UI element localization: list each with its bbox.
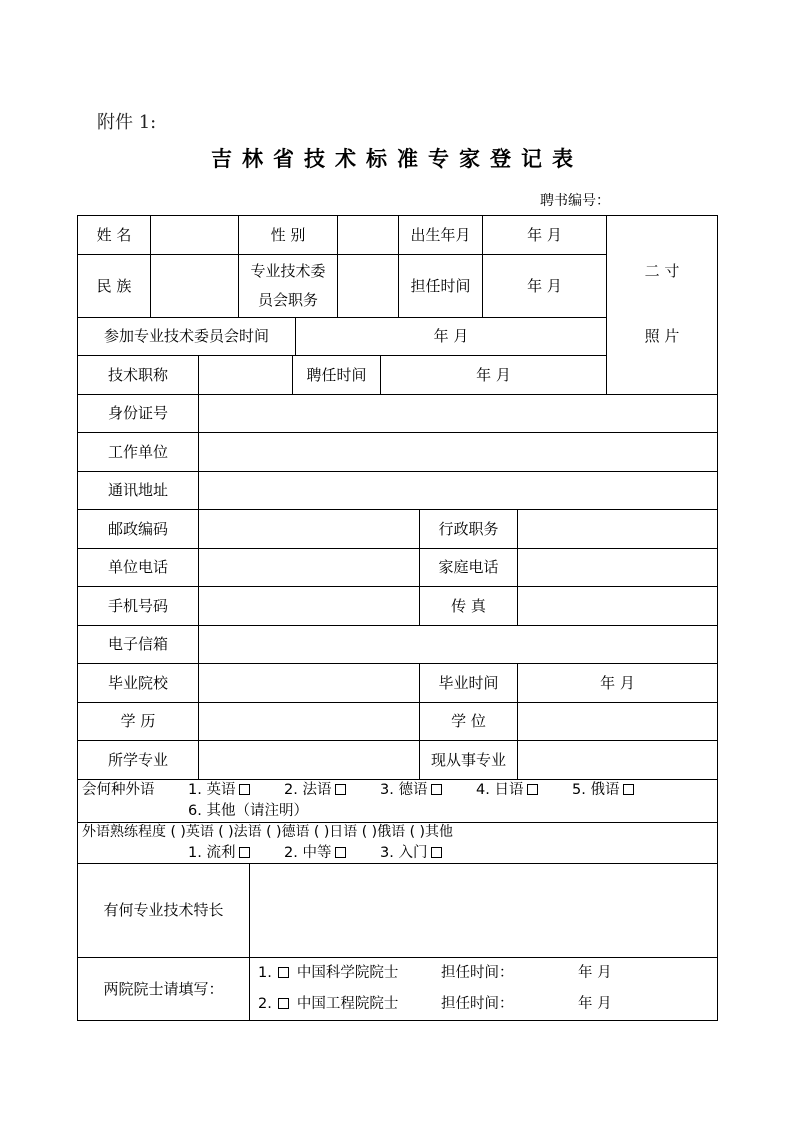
proficiency-option-fluent-label: 1. 流利 [188,845,236,861]
academician-cas-term-field[interactable]: 年 月 [578,965,612,981]
language-option-german-label: 3. 德语 [380,782,428,798]
name-field[interactable] [151,216,238,254]
checkbox-icon[interactable] [527,784,538,795]
major-label: 所学专业 [107,750,168,769]
committee-post-label-line1: 专业技术委 [250,261,326,280]
education-label: 学 历 [120,712,156,730]
home-phone-label: 家庭电话 [438,558,499,576]
academician-cae-name: 中国工程院院士 [296,996,399,1012]
join-committee-time-label: 参加专业技术委员会时间 [103,327,269,345]
ethnicity-field[interactable] [151,255,238,317]
mobile-label: 手机号码 [107,596,168,615]
checkbox-icon[interactable] [278,967,289,978]
academician-cas-term-label: 担任时间： [441,965,514,981]
language-option-german[interactable] [380,780,442,800]
degree-field[interactable] [518,703,717,740]
address-label: 通讯地址 [107,481,168,499]
language-option-japanese[interactable] [476,780,538,800]
admin-post-label: 行政职务 [438,519,499,538]
academician-cas-option[interactable] [258,963,398,983]
specialty-label: 有何专业技术特长 [103,901,224,919]
major-field[interactable] [199,741,419,779]
current-major-field[interactable] [518,741,717,779]
checkbox-icon[interactable] [239,784,250,795]
photo-box [607,216,717,394]
gender-label: 性 别 [270,225,306,244]
grad-time-label: 毕业时间 [438,673,499,692]
employer-label: 工作单位 [107,442,168,461]
academician-cae-term-label: 担任时间： [441,996,514,1012]
fax-label: 传 真 [451,596,486,615]
certificate-number-label: 聘书编号： [540,193,610,209]
committee-post-field[interactable] [338,255,398,317]
email-field[interactable] [199,626,717,663]
language-option-french-label: 2. 法语 [284,782,332,798]
specialty-field[interactable] [250,864,717,957]
proficiency-option-beginner[interactable] [380,843,442,863]
academician-cae-option[interactable] [258,994,398,1014]
grad-time-field[interactable]: 年 月 [600,673,635,692]
id-number-field[interactable] [199,395,717,432]
proficiency-option-fluent[interactable] [188,843,250,863]
checkbox-icon[interactable] [623,784,634,795]
degree-label: 学 位 [451,712,486,730]
proficiency-line: 外语熟练程度 ( )英语 ( )法语 ( )德语 ( )日语 ( )俄语 ( )其他 [82,824,453,840]
academician-cae-term-field[interactable]: 年 月 [578,996,612,1012]
checkbox-icon[interactable] [335,847,346,858]
school-label: 毕业院校 [107,673,168,692]
work-phone-label: 单位电话 [107,558,168,576]
name-label: 姓 名 [96,225,132,244]
checkbox-icon[interactable] [239,847,250,858]
languages-label: 会何种外语 [82,782,155,798]
academician-cas-number: 1. [258,965,272,981]
gender-field[interactable] [338,216,398,254]
language-option-english[interactable] [188,780,250,800]
language-option-english-label: 1. 英语 [188,782,236,798]
fax-field[interactable] [518,587,717,625]
proficiency-option-beginner-label: 3. 入门 [380,845,428,861]
language-option-other[interactable]: 6. 其他（请注明） [188,803,308,819]
checkbox-icon[interactable] [431,847,442,858]
tech-title-label: 技术职称 [107,365,168,384]
photo-label-line1: 二 寸 [644,261,680,280]
school-field[interactable] [199,664,419,702]
ethnicity-label: 民 族 [96,276,132,295]
mobile-field[interactable] [199,587,419,625]
postcode-field[interactable] [199,510,419,548]
birth-date-label: 出生年月 [410,225,471,244]
photo-label-line2: 照 片 [644,326,680,345]
term-label: 担任时间 [410,276,471,295]
work-phone-field[interactable] [199,549,419,586]
join-committee-time-field[interactable]: 年 月 [433,327,469,345]
proficiency-option-intermediate-label: 2. 中等 [284,845,332,861]
language-option-russian[interactable] [572,780,634,800]
academician-cas-name: 中国科学院院士 [296,965,399,981]
current-major-label: 现从事专业 [430,750,506,769]
form-title: 吉林省技术标准专家登记表 [211,146,583,171]
checkbox-icon[interactable] [278,998,289,1009]
hire-time-field[interactable]: 年 月 [476,365,511,384]
committee-post-label [239,255,337,317]
id-number-label: 身份证号 [107,404,168,422]
checkbox-icon[interactable] [431,784,442,795]
academician-label: 两院院士请填写： [103,979,224,998]
term-field[interactable]: 年 月 [527,276,562,295]
email-label: 电子信箱 [107,635,168,653]
tech-title-field[interactable] [199,356,292,394]
language-option-french[interactable] [284,780,346,800]
education-field[interactable] [199,703,419,740]
academician-cae-number: 2. [258,996,272,1012]
admin-post-field[interactable] [518,510,717,548]
postcode-label: 邮政编码 [107,519,168,538]
checkbox-icon[interactable] [335,784,346,795]
hire-time-label: 聘任时间 [306,365,367,384]
committee-post-label-line2: 员会职务 [257,290,318,309]
birth-date-field[interactable]: 年 月 [527,225,562,244]
language-option-japanese-label: 4. 日语 [476,782,524,798]
home-phone-field[interactable] [518,549,717,586]
employer-field[interactable] [199,433,717,471]
address-field[interactable] [199,472,717,509]
language-option-russian-label: 5. 俄语 [572,782,620,798]
annex-label: 附件 1: [97,112,157,133]
proficiency-option-intermediate[interactable] [284,843,346,863]
